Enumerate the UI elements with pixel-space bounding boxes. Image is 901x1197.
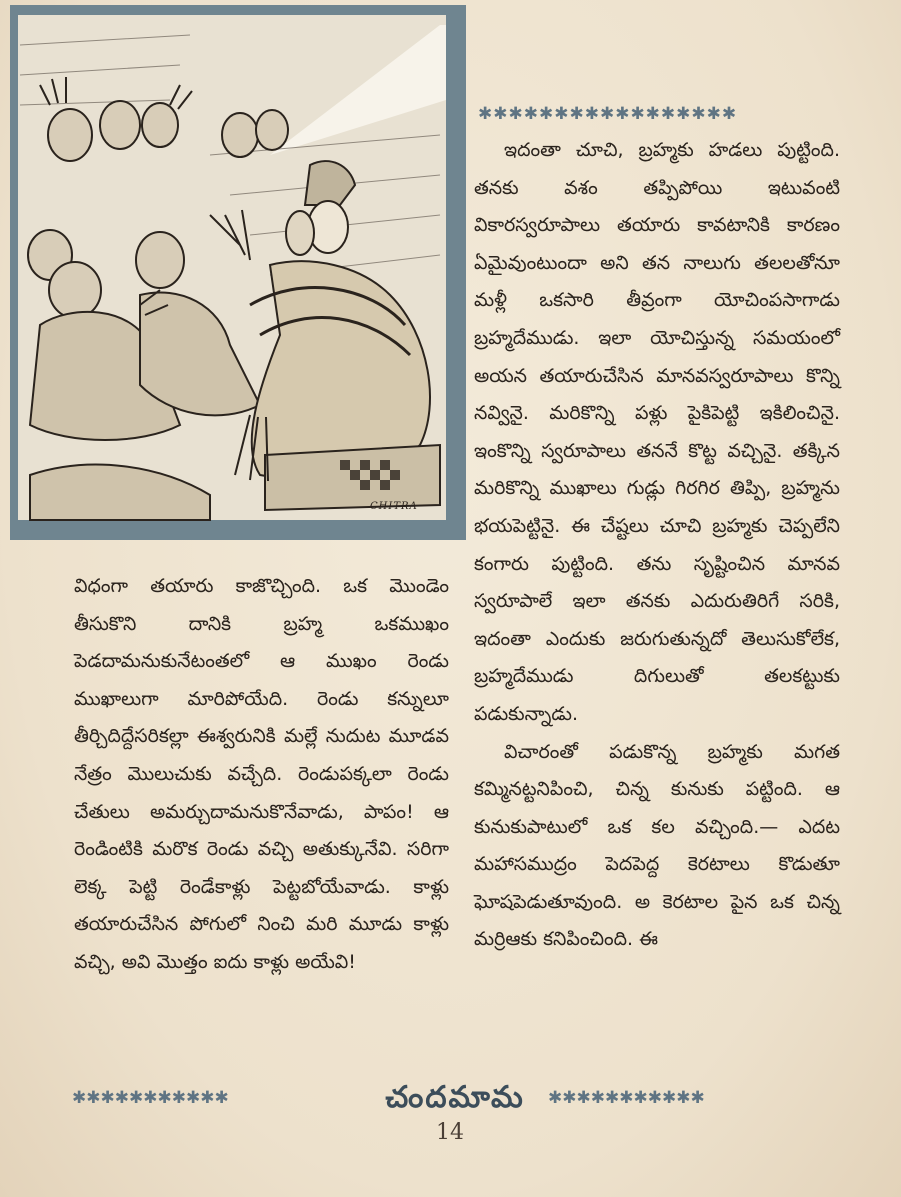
story-paragraph: విధంగా తయారు కాజొచ్చింది. ఒక మొండెం తీసుకొని దానికి బ్రహ్మ ఒకముఖం పెడదామనుకునేటంతలో ఆ ముఖం రెండు ముఖాలుగా మారిపోయేది. రెండు కన్నులూ తీర్చిదిద్దేసరికల్లా ఈశ్వరునికి మల్లే నుదుట మూడవ నేత్రం మొలుచుకు వచ్చేది. రెండుపక్కలా రెండు చేతులు అమర్చుదామనుకొనేవాడు, పాపం! ఆ రెండింటికి మరొక రెండు వచ్చి అతుక్కునేవి. సరిగా లెక్క పెట్టి రెండేకాళ్లు పెట్టబోయేవాడు. కాళ్లు తయారుచేసిన పోగులో నించి మరి మూడు కాళ్లు వచ్చి, అవి మొత్తం ఐదు కాళ్లు అయేవి! [74,575,449,973]
page-number: 14 [436,1120,464,1145]
right-text-column [474,132,840,959]
illustration-drawing [10,5,466,540]
story-paragraph: విచారంతో పడుకొన్న బ్రహ్మకు మగత కమ్మినట్టనిపించి, చిన్న కునుకు పట్టింది. ఆ కునుకుపాటులో ఒక కల వచ్చింది.— ఎదట మహాసముద్రం పెదపెద్ద కెరటాలు కొడుతూ ఘోషపెడుతూవుంది. అ కెరటాల పైన ఒక చిన్న మర్రిఆకు కనిపించింది. ఈ [474,740,840,951]
magazine-title: చందమామ [385,1080,525,1115]
artist-signature: CHITRA [370,501,418,512]
decorative-border-footer-right: ✱✱✱✱✱✱✱✱✱✱✱ [548,1088,705,1108]
left-text-column [74,568,449,982]
story-paragraph: ఇదంతా చూచి, బ్రహ్మకు హడలు పుట్టింది. తనకు వశం తప్పిపోయి ఇటువంటి వికారస్వరూపాలు తయారు కావటానికి కారణం ఏమైవుంటుందా అని తన నాలుగు తలలతోనూ మళ్లీ ఒకసారి తీవ్రంగా యోచింపసాగాడు బ్రహ్మదేముడు. ఇలా యోచిస్తున్న సమయంలో అయన తయారుచేసిన మానవస్వరూపాలు కొన్ని నవ్వినై. మరికొన్ని పళ్లు పైకిపెట్టి ఇకిలించినై. ఇంకొన్ని స్వరూపాలు తననే కొట్ట వచ్చినై. తక్కిన మరికొన్ని ముఖాలు గుడ్లు గిరగిర తిప్పి, బ్రహ్మను భయపెట్టినై. ఈ చేష్టలు చూచి బ్రహ్మకు చెప్పలేని కంగారు పుట్టింది. తను సృష్టించిన మానవ స్వరూపాలే ఇలా తనకు ఎదురుతిరిగే సరికి, ఇదంతా ఎందుకు జరుగుతున్నదో తెలుసుకోలేక, బ్రహ్మదేముడు దిగులుతో తలకట్టుకు పడుకున్నాడు. [474,139,840,725]
story-illustration [10,5,466,540]
decorative-border-footer-left: ✱✱✱✱✱✱✱✱✱✱✱ [72,1088,229,1108]
decorative-border-top: ✱✱✱✱✱✱✱✱✱✱✱✱✱✱✱✱✱ [478,104,738,124]
